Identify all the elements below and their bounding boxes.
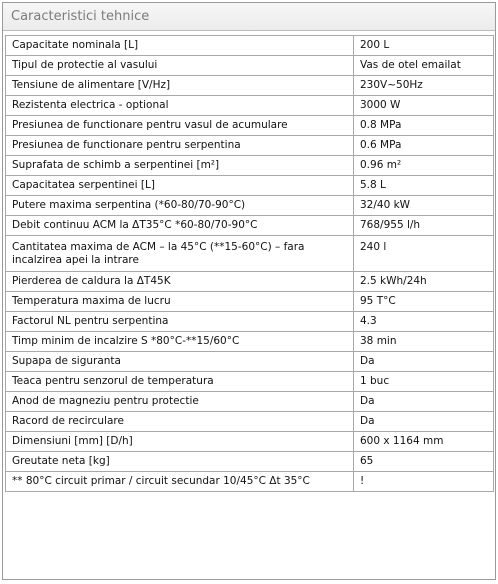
table-row bbox=[6, 196, 494, 216]
table-row bbox=[6, 472, 494, 492]
spec-value: 0.8 MPa bbox=[354, 116, 494, 136]
spec-label: Racord de recirculare bbox=[6, 412, 354, 432]
spec-value: 768/955 l/h bbox=[354, 216, 494, 236]
spec-value: 0.96 m² bbox=[354, 156, 494, 176]
spec-value: 65 bbox=[354, 452, 494, 472]
spec-value: 0.6 MPa bbox=[354, 136, 494, 156]
spec-value: Da bbox=[354, 412, 494, 432]
table-row bbox=[6, 96, 494, 116]
table-row bbox=[6, 392, 494, 412]
spec-label: Tipul de protectie al vasului bbox=[6, 56, 354, 76]
spec-label: Teaca pentru senzorul de temperatura bbox=[6, 372, 354, 392]
spec-value: 1 buc bbox=[354, 372, 494, 392]
table-row bbox=[6, 452, 494, 472]
spec-value: 2.5 kWh/24h bbox=[354, 272, 494, 292]
panel-title: Caracteristici tehnice bbox=[3, 3, 495, 31]
specs-table bbox=[5, 35, 494, 492]
spec-label: Anod de magneziu pentru protectie bbox=[6, 392, 354, 412]
table-row bbox=[6, 292, 494, 312]
table-row bbox=[6, 412, 494, 432]
spec-value: 600 x 1164 mm bbox=[354, 432, 494, 452]
table-row bbox=[6, 312, 494, 332]
spec-label: Factorul NL pentru serpentina bbox=[6, 312, 354, 332]
spec-label: Putere maxima serpentina (*60-80/70-90°C) bbox=[6, 196, 354, 216]
table-row bbox=[6, 372, 494, 392]
spec-value: Da bbox=[354, 352, 494, 372]
spec-label: Timp minim de incalzire S *80°C-**15/60°C bbox=[6, 332, 354, 352]
spec-label: Greutate neta [kg] bbox=[6, 452, 354, 472]
spec-label: Cantitatea maxima de ACM – la 45°C (**15-60°C) – fara incalzirea apei la intrare bbox=[6, 236, 354, 272]
table-row bbox=[6, 36, 494, 56]
spec-value: 230V~50Hz bbox=[354, 76, 494, 96]
table-row bbox=[6, 136, 494, 156]
spec-label: ** 80°C circuit primar / circuit secundar 10/45°C Δt 35°C bbox=[6, 472, 354, 492]
spec-label: Pierderea de caldura la ΔT45K bbox=[6, 272, 354, 292]
spec-label: Dimensiuni [mm] [D/h] bbox=[6, 432, 354, 452]
spec-label: Supapa de siguranta bbox=[6, 352, 354, 372]
spec-value: 38 min bbox=[354, 332, 494, 352]
table-row bbox=[6, 76, 494, 96]
table-row bbox=[6, 216, 494, 236]
spec-value: ! bbox=[354, 472, 494, 492]
spec-value: 200 L bbox=[354, 36, 494, 56]
table-row bbox=[6, 272, 494, 292]
spec-label: Rezistenta electrica - optional bbox=[6, 96, 354, 116]
table-row bbox=[6, 116, 494, 136]
table-row bbox=[6, 236, 494, 272]
spec-label: Suprafata de schimb a serpentinei [m²] bbox=[6, 156, 354, 176]
technical-specs-panel bbox=[2, 2, 496, 580]
table-row bbox=[6, 352, 494, 372]
spec-label: Tensiune de alimentare [V/Hz] bbox=[6, 76, 354, 96]
table-row bbox=[6, 432, 494, 452]
spec-value: 5.8 L bbox=[354, 176, 494, 196]
table-row bbox=[6, 56, 494, 76]
table-row bbox=[6, 332, 494, 352]
spec-label: Temperatura maxima de lucru bbox=[6, 292, 354, 312]
spec-label: Debit continuu ACM la ΔT35°C *60-80/70-90°C bbox=[6, 216, 354, 236]
spec-value: 32/40 kW bbox=[354, 196, 494, 216]
spec-label: Capacitate nominala [L] bbox=[6, 36, 354, 56]
spec-label: Capacitatea serpentinei [L] bbox=[6, 176, 354, 196]
spec-label: Presiunea de functionare pentru serpentina bbox=[6, 136, 354, 156]
spec-value: Da bbox=[354, 392, 494, 412]
table-row bbox=[6, 156, 494, 176]
table-row bbox=[6, 176, 494, 196]
spec-value: 95 T°C bbox=[354, 292, 494, 312]
spec-label: Presiunea de functionare pentru vasul de acumulare bbox=[6, 116, 354, 136]
spec-value: 4.3 bbox=[354, 312, 494, 332]
spec-value: 3000 W bbox=[354, 96, 494, 116]
spec-value: Vas de otel emailat bbox=[354, 56, 494, 76]
spec-value: 240 l bbox=[354, 236, 494, 272]
